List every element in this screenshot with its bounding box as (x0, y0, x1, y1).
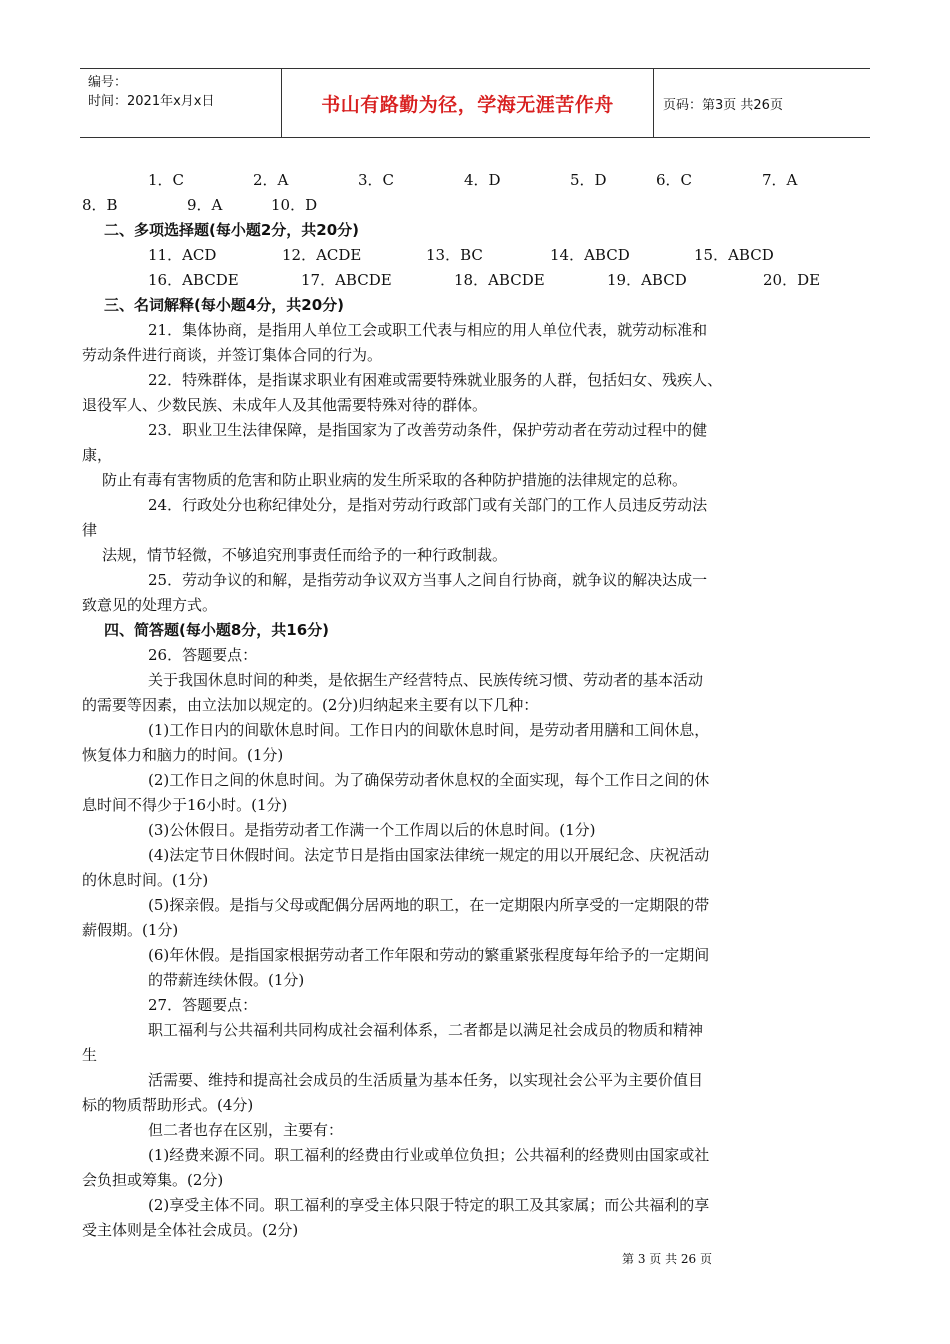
document-body (82, 168, 872, 1243)
paragraph-line: (3)公休假日。是指劳动者工作满一个工作周以后的休息时间。(1分) (148, 821, 596, 839)
paragraph-line: 恢复体力和脑力的时间。(1分) (82, 746, 284, 764)
paragraph-line: 薪假期。(1分) (82, 921, 179, 939)
answer: 14．ABCD (550, 246, 630, 264)
paragraph-line: 康， (82, 446, 113, 464)
paragraph-line: 职工福利与公共福利共同构成社会福利体系，二者都是以满足社会成员的物质和精神 (148, 1021, 704, 1039)
paragraph-line: 律 (82, 521, 98, 539)
motto: 书山有路勤为径，学海无涯苦作舟 (282, 69, 654, 137)
paragraph-line: 劳动条件进行商谈，并签订集体合同的行为。 (82, 346, 383, 364)
paragraph-line: (1)工作日内的间歇休息时间。工作日内的间歇休息时间，是劳动者用膳和工间休息， (148, 721, 710, 739)
header-meta (80, 69, 282, 137)
answer: 18．ABCDE (454, 271, 545, 289)
paragraph-line: 息时间不得少于16小时。(1分) (82, 796, 288, 814)
section-4-title: 四、简答题(每小题8分，共16分) (104, 621, 330, 639)
answer: 12．ACDE (282, 246, 362, 264)
answer: 6．C (656, 171, 693, 189)
paragraph-line: 的休息时间。(1分) (82, 871, 209, 889)
paragraph-line: 致意见的处理方式。 (82, 596, 218, 614)
paragraph-line: 但二者也存在区别，主要有： (148, 1121, 344, 1139)
answers-row-4 (82, 268, 872, 293)
paragraph-line: 标的物质帮助形式。(4分) (82, 1096, 254, 1114)
date-label: 时间：2021年x月x日 (88, 94, 215, 109)
answer: 13．BC (426, 246, 483, 264)
paragraph-line: (2)工作日之间的休息时间。为了确保劳动者休息权的全面实现，每个工作日之间的休 (148, 771, 710, 789)
answer: 2．A (253, 171, 289, 189)
answer: 7．A (762, 171, 798, 189)
answer: 5．D (570, 171, 607, 189)
answer: 1．C (148, 171, 185, 189)
section-3-title: 三、名词解释(每小题4分，共20分) (104, 296, 345, 314)
number-label: 编号： (88, 75, 128, 90)
paragraph-line: 26．答题要点： (148, 646, 258, 664)
answer: 16．ABCDE (148, 271, 239, 289)
paragraph-line: 的带薪连续休假。(1分) (148, 971, 305, 989)
section-2-title: 二、多项选择题(每小题2分，共20分) (104, 221, 360, 239)
paragraph-line: (2)享受主体不同。职工福利的享受主体只限于特定的职工及其家属；而公共福利的享 (148, 1196, 710, 1214)
paragraph-line: 法规，情节轻微，不够追究刑事责任而给予的一种行政制裁。 (102, 546, 508, 564)
paragraph-line: 受主体则是全体社会成员。(2分) (82, 1221, 299, 1239)
paragraph-line: (1)经费来源不同。职工福利的经费由行业或单位负担；公共福利的经费则由国家或社 (148, 1146, 710, 1164)
paragraph-line: 22．特殊群体，是指谋求职业有困难或需要特殊就业服务的人群，包括妇女、残疾人、 (148, 371, 723, 389)
paragraph-line: 27．答题要点： (148, 996, 258, 1014)
answer: 9．A (187, 196, 223, 214)
paragraph-line: 25．劳动争议的和解，是指劳动争议双方当事人之间自行协商，就争议的解决达成一 (148, 571, 708, 589)
page-label: 页码：第3页 共26页 (663, 97, 783, 113)
paragraph-line: 防止有毒有害物质的危害和防止职业病的发生所采取的各种防护措施的法律规定的总称。 (102, 471, 688, 489)
answer: 10．D (271, 196, 318, 214)
answers-row-3 (82, 243, 872, 268)
page-header (80, 68, 870, 138)
paragraph-line: 21．集体协商，是指用人单位工会或职工代表与相应的用人单位代表，就劳动标准和 (148, 321, 708, 339)
paragraph-line: 的需要等因素，由立法加以规定的。(2分)归纳起来主要有以下几种： (82, 696, 539, 714)
paragraph-line: 生 (82, 1046, 98, 1064)
paragraph-line: (6)年休假。是指国家根据劳动者工作年限和劳动的繁重紧张程度每年给予的一定期间 (148, 946, 710, 964)
answers-row-1 (82, 168, 872, 193)
paragraph-line: 活需要、维持和提高社会成员的生活质量为基本任务，以实现社会公平为主要价值目 (148, 1071, 704, 1089)
answer: 15．ABCD (694, 246, 774, 264)
answer: 11．ACD (148, 246, 217, 264)
paragraph-line: 23．职业卫生法律保障，是指国家为了改善劳动条件，保护劳动者在劳动过程中的健 (148, 421, 708, 439)
page-footer: 第 3 页 共 26 页 (622, 1252, 712, 1266)
answer: 19．ABCD (607, 271, 687, 289)
paragraph-line: (5)探亲假。是指与父母或配偶分居两地的职工，在一定期限内所享受的一定期限的带 (148, 896, 710, 914)
paragraph-line: 24．行政处分也称纪律处分，是指对劳动行政部门或有关部门的工作人员违反劳动法 (148, 496, 708, 514)
paragraph-line: (4)法定节日休假时间。法定节日是指由国家法律统一规定的用以开展纪念、庆祝活动 (148, 846, 710, 864)
answer: 3．C (358, 171, 395, 189)
paragraph-line: 会负担或筹集。(2分) (82, 1171, 224, 1189)
paragraph-line: 退役军人、少数民族、未成年人及其他需要特殊对待的群体。 (82, 396, 488, 414)
answer: 8．B (82, 196, 118, 214)
answers-row-2 (82, 193, 872, 218)
answer: 20．DE (763, 271, 821, 289)
paragraph-line: 关于我国休息时间的种类，是依据生产经营特点、民族传统习惯、劳动者的基本活动 (148, 671, 704, 689)
answer: 17．ABCDE (301, 271, 392, 289)
answer: 4．D (464, 171, 501, 189)
